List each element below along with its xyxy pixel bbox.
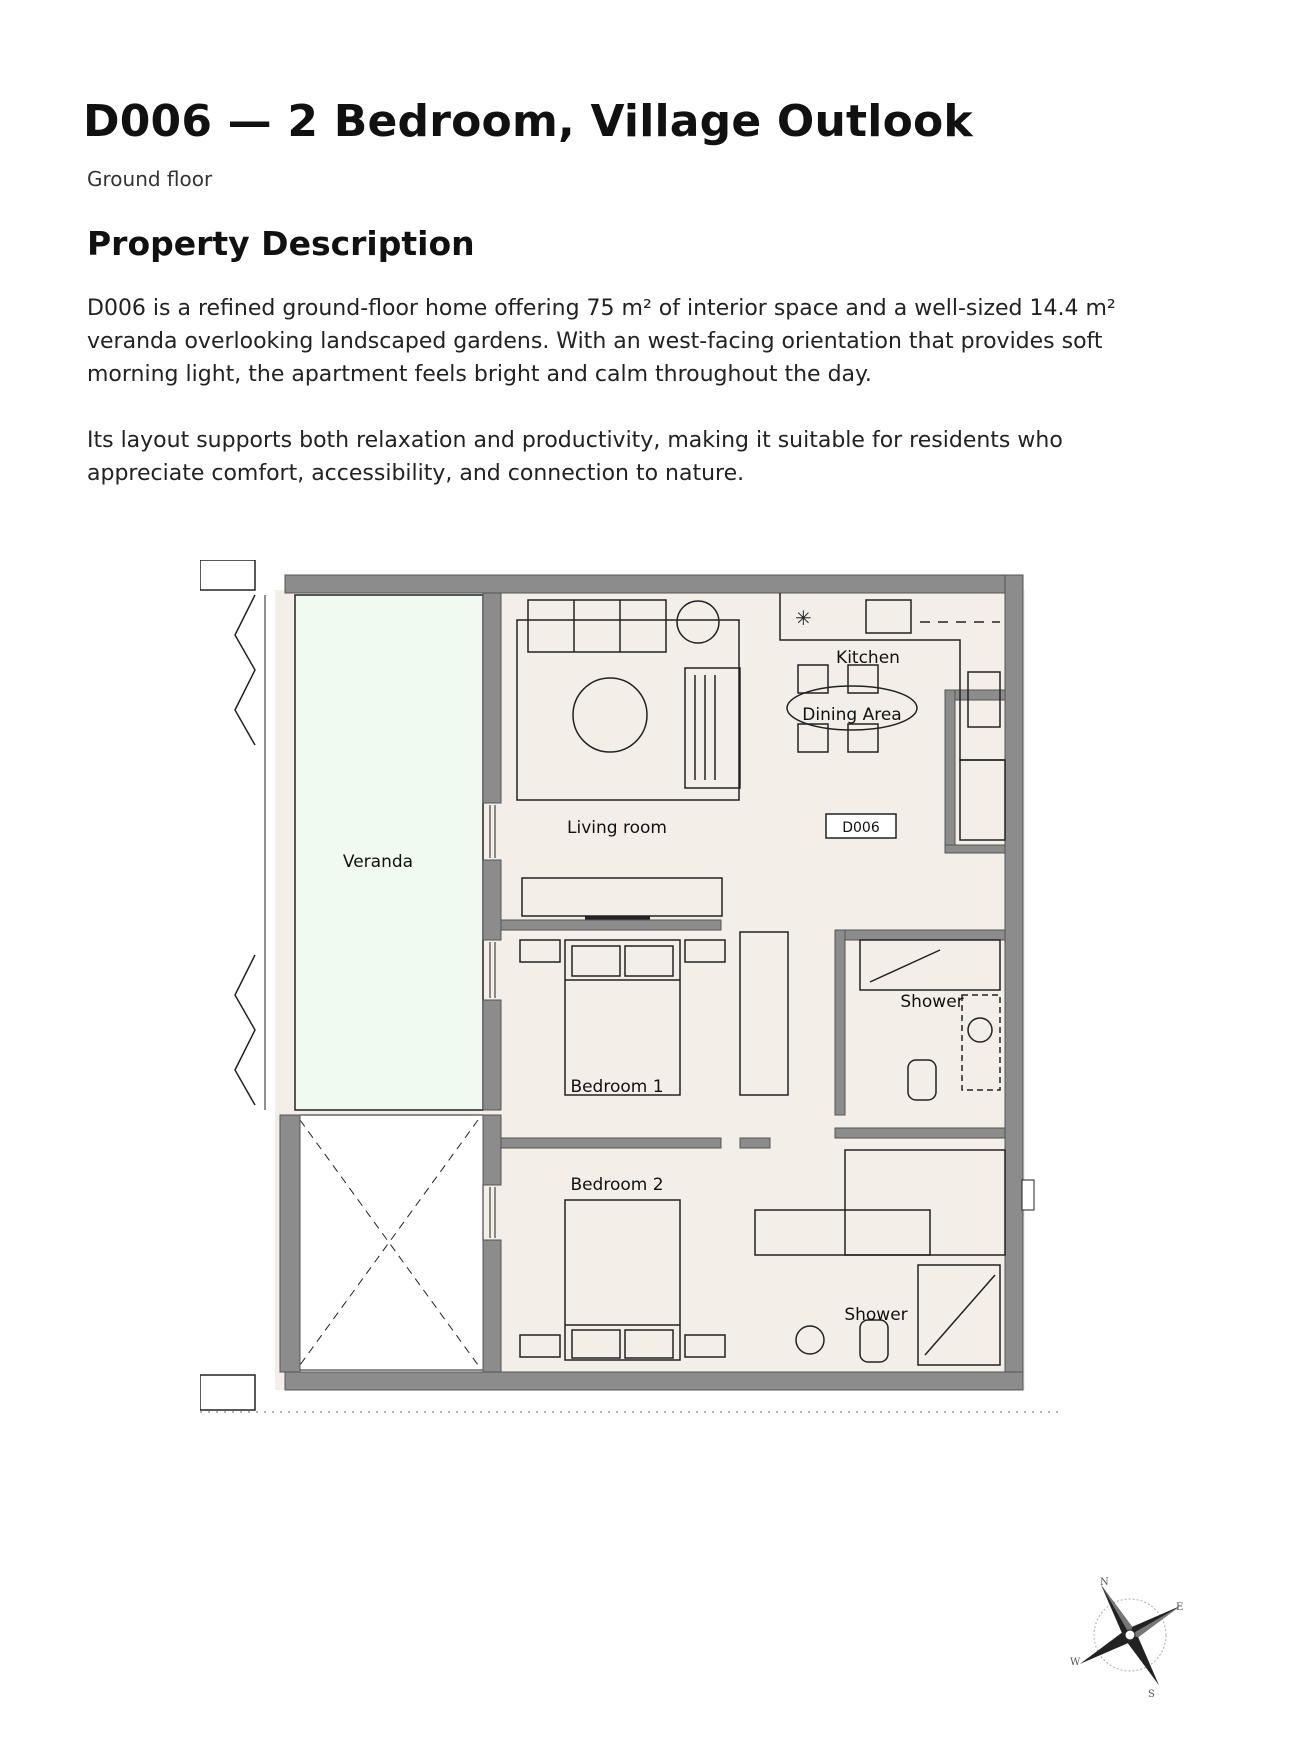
page-title: D006 — 2 Bedroom, Village Outlook bbox=[83, 96, 973, 147]
compass-w: W bbox=[1070, 1657, 1081, 1668]
floor-label: Ground floor bbox=[87, 167, 213, 191]
label-veranda: Veranda bbox=[342, 852, 414, 872]
label-shower-1: Shower bbox=[900, 992, 964, 1012]
description-paragraph-2: Its layout supports both relaxation and productivity, making it suitable for residents who appreciate comfort, accessibility, and connection to nature. bbox=[87, 428, 1063, 486]
section-heading: Property Description bbox=[87, 224, 475, 263]
label-bedroom2: Bedroom 2 bbox=[570, 1175, 664, 1195]
description-paragraph-1: D006 is a refined ground-floor home offering 75 m² of interior space and a well-sized 14.4 m² veranda overlooking landscaped gardens. With an west-facing orientation that provides soft morning light, the apartment feels bright and calm throughout the day. bbox=[87, 296, 1116, 387]
label-shower-2: Shower bbox=[844, 1305, 908, 1325]
compass-e: E bbox=[1176, 1602, 1184, 1613]
label-kitchen: Kitchen bbox=[836, 648, 900, 668]
label-dining: Dining Area bbox=[802, 705, 902, 725]
label-living: Living room bbox=[567, 818, 667, 838]
floor-plan bbox=[200, 560, 1080, 1420]
terrace-area bbox=[295, 1115, 483, 1370]
compass-rose bbox=[1060, 1565, 1200, 1705]
unit-tag: D006 bbox=[842, 820, 880, 836]
compass-s: S bbox=[1148, 1689, 1155, 1700]
label-bedroom1: Bedroom 1 bbox=[570, 1077, 664, 1097]
svg-text:✳: ✳ bbox=[795, 606, 812, 630]
compass-n: N bbox=[1100, 1577, 1109, 1588]
